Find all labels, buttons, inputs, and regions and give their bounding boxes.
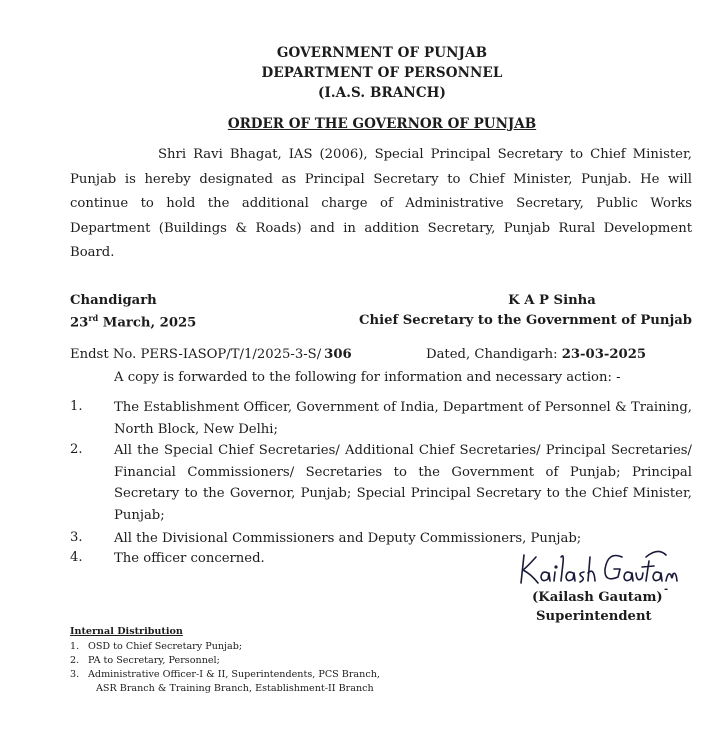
- endorsement-dated-label: Dated, Chandigarh:: [426, 347, 562, 362]
- header-department: DEPARTMENT OF PERSONNEL: [261, 65, 503, 81]
- header-government: GOVERNMENT OF PUNJAB: [276, 45, 488, 61]
- internal-distribution-heading: Internal Distribution: [70, 626, 183, 637]
- internal-number: 3.: [70, 669, 80, 680]
- signatory-designation: Chief Secretary to the Government of Punjab: [359, 313, 692, 328]
- order-date-month-year: March, 2025: [98, 315, 197, 331]
- recipient-item: All the Special Chief Secretaries/ Additional Chief Secretaries/ Principal Secretaries/ Financial Commissioners/ Secretaries to the Government of Punjab; Principal Secretary to the Governor, Punjab; Special Principal Secretary to the Chief Minister, Punjab;: [114, 443, 692, 523]
- recipient-item: All the Divisional Commissioners and Deputy Commissioners, Punjab;: [114, 531, 582, 546]
- handwritten-signature: [518, 543, 680, 591]
- internal-number: 2.: [70, 655, 80, 666]
- internal-item: OSD to Chief Secretary Punjab;: [88, 641, 243, 652]
- endorsement-number-label: Endst No. PERS-IASOP/T/1/2025-3-S/: [70, 347, 322, 362]
- internal-item: ASR Branch & Training Branch, Establishment-II Branch: [96, 683, 374, 694]
- internal-item: Administrative Officer-I & II, Superintendents, PCS Branch,: [88, 669, 380, 680]
- recipient-number: 3.: [70, 530, 83, 545]
- tick-mark: -: [664, 584, 669, 595]
- endorser-name: (Kailash Gautam): [532, 590, 663, 605]
- internal-number: 1.: [70, 641, 80, 652]
- recipient-number: 1.: [70, 399, 83, 414]
- recipient-item: The Establishment Officer, Government of India, Department of Personnel & Training, North Block, New Delhi;: [114, 400, 692, 437]
- order-body-text: Shri Ravi Bhagat, IAS (2006), Special Principal Secretary to Chief Minister, Punjab is hereby designated as Principal Secretary to Chief Minister, Punjab. He will continue to hold the additional charge of Administrative Secretary, Public Works Department (Buildings & Roads) and in addition Secretary, Punjab Rural Development Board.: [70, 147, 692, 260]
- order-date: [70, 313, 196, 330]
- endorsement-number: [70, 347, 352, 362]
- signatory-name: K A P Sinha: [508, 293, 596, 308]
- forward-text: A copy is forwarded to the following for information and necessary action: -: [114, 370, 621, 385]
- endorsement-number-value: 306: [324, 347, 352, 362]
- recipient-number: 2.: [70, 442, 83, 457]
- place: Chandigarh: [70, 293, 157, 308]
- recipient-item: The officer concerned.: [114, 551, 265, 566]
- order-body: [70, 143, 692, 266]
- header-branch: (I.A.S. BRANCH): [317, 85, 447, 101]
- order-date-day: 23: [70, 315, 89, 331]
- order-title: ORDER OF THE GOVERNOR OF PUNJAB: [227, 116, 537, 132]
- internal-item: PA to Secretary, Personnel;: [88, 655, 220, 666]
- endorsement-dated: [426, 347, 646, 362]
- recipient-number: 4.: [70, 550, 83, 565]
- endorsement-dated-value: 23-03-2025: [561, 347, 647, 362]
- order-date-suffix: rd: [88, 313, 99, 323]
- endorser-designation: Superintendent: [536, 609, 652, 624]
